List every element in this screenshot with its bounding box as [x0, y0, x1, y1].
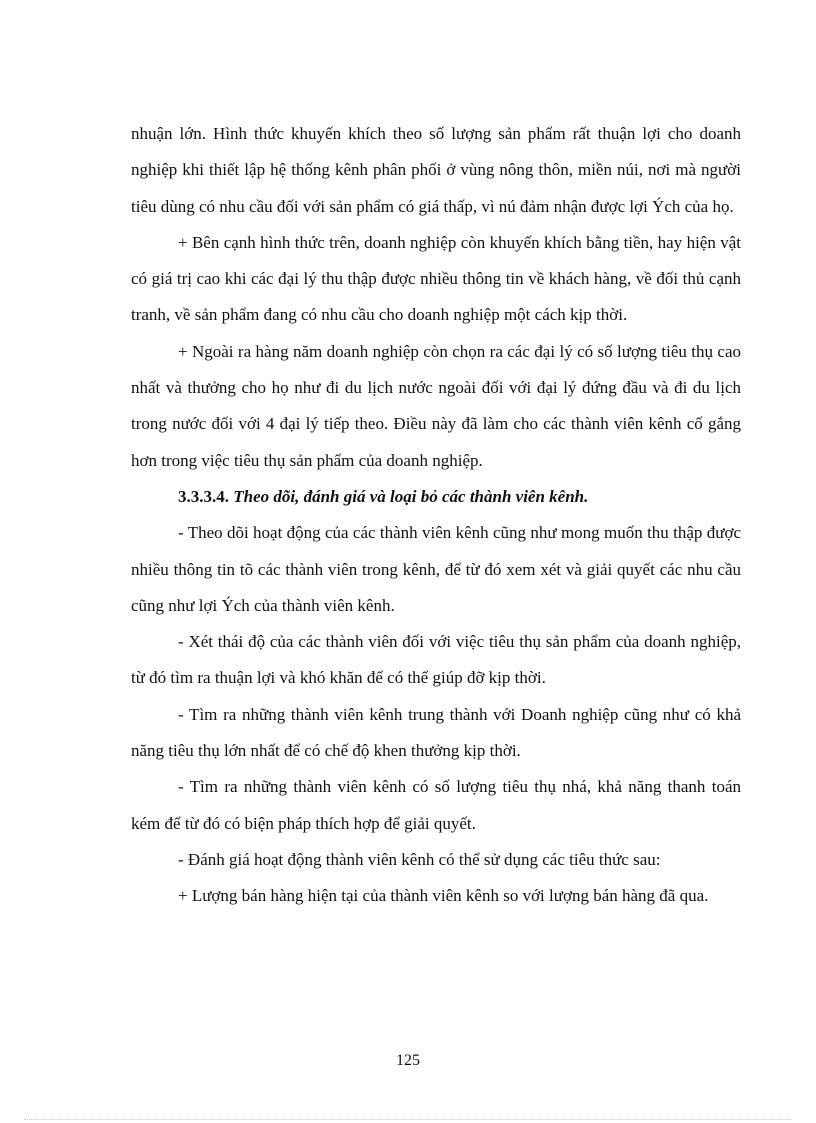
paragraph-cash-incentive: + Bên cạnh hình thức trên, doanh nghiệp còn khuyến khích bằng tiền, hay hiện vật có giá trị cao khi các đại lý thu thập được nhiều thông tin về khách hàng, về đối thủ cạnh tranh, về sản phẩm đang có nhu cầu cho doanh nghiệp một cách kịp thời.	[131, 232, 741, 325]
list-item: - Tìm ra những thành viên kênh trung thành với Doanh nghiệp cũng như có khả năng tiêu thụ lớn nhất để có chế độ khen thưởng kịp thời.	[131, 704, 741, 761]
list-item: - Tìm ra những thành viên kênh có số lượng tiêu thụ nhá, khả năng thanh toán kém để từ đó có biện pháp thích hợp để giải quyết.	[131, 777, 741, 833]
list-item: - Theo dõi hoạt động của các thành viên kênh cũng như mong muốn thu thập được nhiều thông tin tõ các thành viên trong kênh, để từ đó xem xét và giải quyết các nhu cầu cũng như lợi Ých của thành viên kênh.	[131, 523, 741, 615]
list-item: + Lượng bán hàng hiện tại của thành viên kênh so với lượng bán hàng đã qua.	[178, 886, 709, 906]
section-heading	[131, 479, 741, 515]
footer-divider	[24, 1119, 792, 1120]
section-number: 3.3.3.4.	[178, 486, 229, 506]
paragraph-continuation: nhuận lớn. Hình thức khuyến khích theo số lượng sản phẩm rất thuận lợi cho doanh nghiệp khi thiết lập hệ thống kênh phân phối ở vùng nông thôn, miền núi, nơi mà người tiêu dùng có nhu cầu đối với sản phẩm có giá thấp, vì nú đảm nhận được lợi Ých của họ.	[131, 124, 741, 216]
page-number: 125	[396, 1052, 420, 1069]
section-title: Theo dõi, đánh giá và loại bỏ các thành viên kênh.	[233, 486, 589, 506]
list-item: - Đánh giá hoạt động thành viên kênh có thể sử dụng các tiêu thức sau:	[178, 849, 661, 869]
list-item: - Xét thái độ của các thành viên đối với việc tiêu thụ sản phẩm của doanh nghiệp, từ đó tìm ra thuận lợi và khó khăn để có thể giúp đỡ kịp thời.	[131, 632, 741, 688]
paragraph-annual-reward: + Ngoài ra hàng năm doanh nghiệp còn chọn ra các đại lý có số lượng tiêu thụ cao nhất và thưởng cho họ như đi du lịch nước ngoài đối với đại lý đứng đầu và đi du lịch trong nước đối với 4 đại lý tiếp theo. Điều này đã làm cho các thành viên kênh cố gắng hơn trong việc tiêu thụ sản phẩm của doanh nghiệp.	[131, 341, 741, 470]
document-page	[131, 116, 741, 915]
